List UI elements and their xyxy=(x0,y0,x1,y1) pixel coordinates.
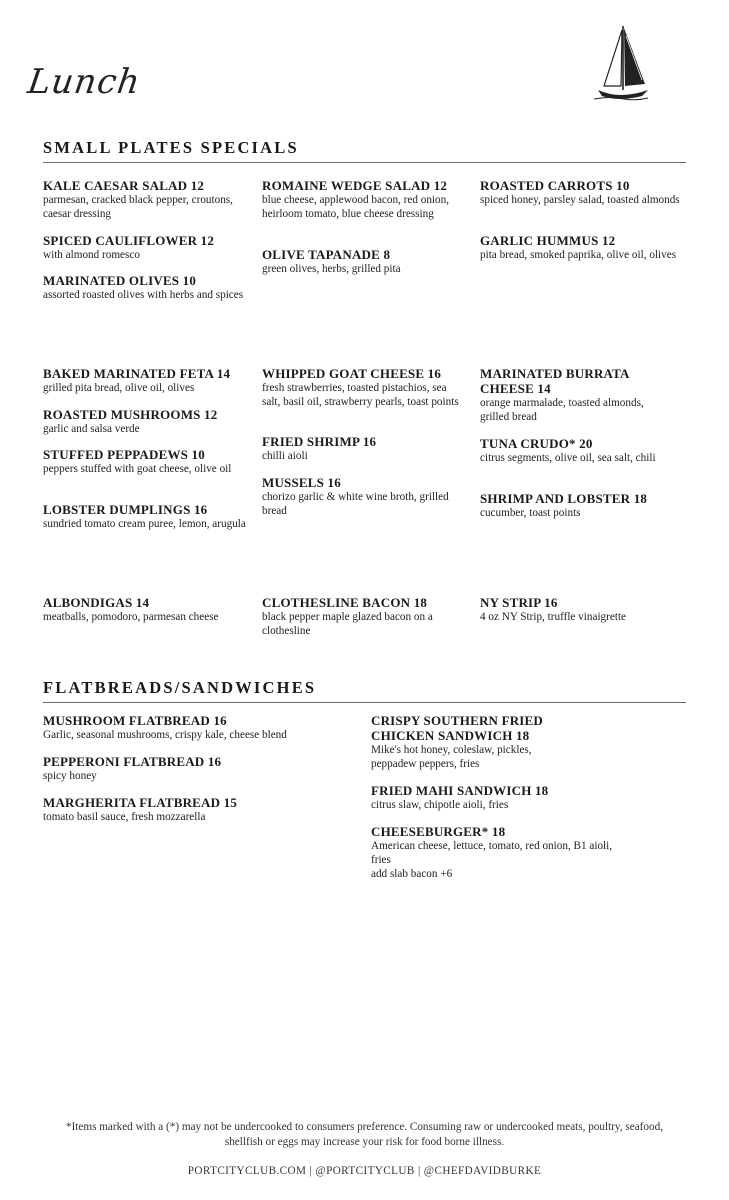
menu-item-olive-tapanade xyxy=(262,247,467,276)
menu-item-clothesline-bacon xyxy=(262,595,457,638)
menu-item-garlic-hummus xyxy=(480,233,685,262)
item-name: PEPPERONI FLATBREAD 16 xyxy=(43,754,222,769)
menu-item-fried-shrimp xyxy=(262,434,467,463)
section-divider xyxy=(43,162,686,163)
item-description: parmesan, cracked black pepper, croutons, caesar dressing xyxy=(43,194,233,220)
item-description: fresh strawberries, toasted pistachios, sea salt, basil oil, strawberry pearls, toast points xyxy=(262,382,459,408)
item-description: spiced honey, parsley salad, toasted almonds xyxy=(480,194,680,206)
item-description: 4 oz NY Strip, truffle vinaigrette xyxy=(480,611,627,623)
item-description: grilled pita bread, olive oil, olives xyxy=(43,382,195,394)
menu-item-fried-chicken-sandwich xyxy=(371,713,571,771)
menu-item-margherita-flatbread xyxy=(43,795,343,824)
item-name: GARLIC HUMMUS 12 xyxy=(480,233,616,248)
item-name: MARINATED BURRATA CHEESE 14 xyxy=(480,366,629,396)
item-name: SHRIMP AND LOBSTER 18 xyxy=(480,491,648,506)
item-description: American cheese, lettuce, tomato, red onion, B1 aioli, fries xyxy=(371,840,613,866)
menu-item-ny-strip xyxy=(480,595,685,624)
menu-item-roasted-carrots xyxy=(480,178,685,207)
menu-item-kale-caesar xyxy=(43,178,248,221)
menu-item-baked-feta xyxy=(43,366,248,395)
item-name: MUSSELS 16 xyxy=(262,475,341,490)
menu-item-fried-mahi-sandwich xyxy=(371,783,611,812)
item-name: STUFFED PEPPADEWS 10 xyxy=(43,447,205,462)
item-name: CHEESEBURGER* 18 xyxy=(371,824,506,839)
section-heading-flatbreads: FLATBREADS/SANDWICHES xyxy=(43,678,317,697)
item-description: tomato basil sauce, fresh mozzarella xyxy=(43,811,206,823)
item-name: FRIED MAHI SANDWICH 18 xyxy=(371,783,549,798)
item-name: FRIED SHRIMP 16 xyxy=(262,434,377,449)
item-description: chilli aioli xyxy=(262,450,308,462)
item-name: WHIPPED GOAT CHEESE 16 xyxy=(262,366,442,381)
item-description: cucumber, toast points xyxy=(480,507,581,519)
menu-item-cheeseburger xyxy=(371,824,621,881)
item-description: green olives, herbs, grilled pita xyxy=(262,263,401,275)
item-description: black pepper maple glazed bacon on a clothesline xyxy=(262,611,433,637)
sailboat-icon xyxy=(590,22,650,102)
item-description: meatballs, pomodoro, parmesan cheese xyxy=(43,611,219,623)
item-name: ALBONDIGAS 14 xyxy=(43,595,150,610)
menu-item-whipped-goat-cheese xyxy=(262,366,467,409)
item-name: MARINATED OLIVES 10 xyxy=(43,273,197,288)
item-description: pita bread, smoked paprika, olive oil, olives xyxy=(480,249,677,261)
menu-item-tuna-crudo xyxy=(480,436,685,465)
item-description: with almond romesco xyxy=(43,249,140,261)
menu-item-mushroom-flatbread xyxy=(43,713,343,742)
item-description: peppers stuffed with goat cheese, olive oil xyxy=(43,463,232,475)
menu-item-mussels xyxy=(262,475,467,518)
item-name: TUNA CRUDO* 20 xyxy=(480,436,593,451)
section-heading-small-plates: SMALL PLATES SPECIALS xyxy=(43,138,299,157)
item-description: citrus slaw, chipotle aioli, fries xyxy=(371,799,509,811)
menu-item-roasted-mushrooms xyxy=(43,407,248,436)
menu-item-albondigas xyxy=(43,595,223,624)
item-name: MUSHROOM FLATBREAD 16 xyxy=(43,713,227,728)
item-description: chorizo garlic & white wine broth, grilled bread xyxy=(262,491,449,517)
allergy-footnote: *Items marked with a (*) may not be undercooked to consumers preference. Consuming raw or undercooked meats, poultry, seafood, shellfish or eggs may increase your risk for food borne illness. xyxy=(65,1121,663,1148)
item-description: blue cheese, applewood bacon, red onion, heirloom tomato, blue cheese dressing xyxy=(262,194,450,220)
item-name: CLOTHESLINE BACON 18 xyxy=(262,595,428,610)
menu-item-pepperoni-flatbread xyxy=(43,754,343,783)
menu-item-lobster-dumplings xyxy=(43,502,248,531)
item-description: Mike's hot honey, coleslaw, pickles, peppadew peppers, fries xyxy=(371,744,532,770)
item-name: ROMAINE WEDGE SALAD 12 xyxy=(262,178,448,193)
item-description: sundried tomato cream puree, lemon, arugula xyxy=(43,518,246,530)
menu-item-shrimp-and-lobster xyxy=(480,491,685,520)
item-name: NY STRIP 16 xyxy=(480,595,558,610)
item-name: ROASTED CARROTS 10 xyxy=(480,178,630,193)
item-name: CRISPY SOUTHERN FRIED CHICKEN SANDWICH 18 xyxy=(371,713,544,743)
item-name: MARGHERITA FLATBREAD 15 xyxy=(43,795,238,810)
menu-item-spiced-cauliflower xyxy=(43,233,248,262)
item-description: Garlic, seasonal mushrooms, crispy kale, cheese blend xyxy=(43,729,287,741)
menu-item-stuffed-peppadews xyxy=(43,447,248,476)
item-name: ROASTED MUSHROOMS 12 xyxy=(43,407,218,422)
contact-footer: PORTCITYCLUB.COM | @PORTCITYCLUB | @CHEFDAVIDBURKE xyxy=(187,1165,542,1177)
item-name: OLIVE TAPANADE 8 xyxy=(262,247,391,262)
page-title: Lunch xyxy=(25,62,144,102)
item-description: citrus segments, olive oil, sea salt, chili xyxy=(480,452,656,464)
item-description: orange marmalade, toasted almonds, grilled bread xyxy=(480,397,644,423)
item-description: garlic and salsa verde xyxy=(43,423,140,435)
item-addon: add slab bacon +6 xyxy=(371,868,453,880)
item-name: BAKED MARINATED FETA 14 xyxy=(43,366,231,381)
section-divider xyxy=(43,702,686,703)
menu-item-marinated-olives xyxy=(43,273,248,302)
item-name: KALE CAESAR SALAD 12 xyxy=(43,178,205,193)
item-name: SPICED CAULIFLOWER 12 xyxy=(43,233,215,248)
item-description: spicy honey xyxy=(43,770,97,782)
menu-item-romaine-wedge xyxy=(262,178,467,221)
menu-item-marinated-burrata xyxy=(480,366,670,424)
item-description: assorted roasted olives with herbs and spices xyxy=(43,289,244,301)
item-name: LOBSTER DUMPLINGS 16 xyxy=(43,502,208,517)
